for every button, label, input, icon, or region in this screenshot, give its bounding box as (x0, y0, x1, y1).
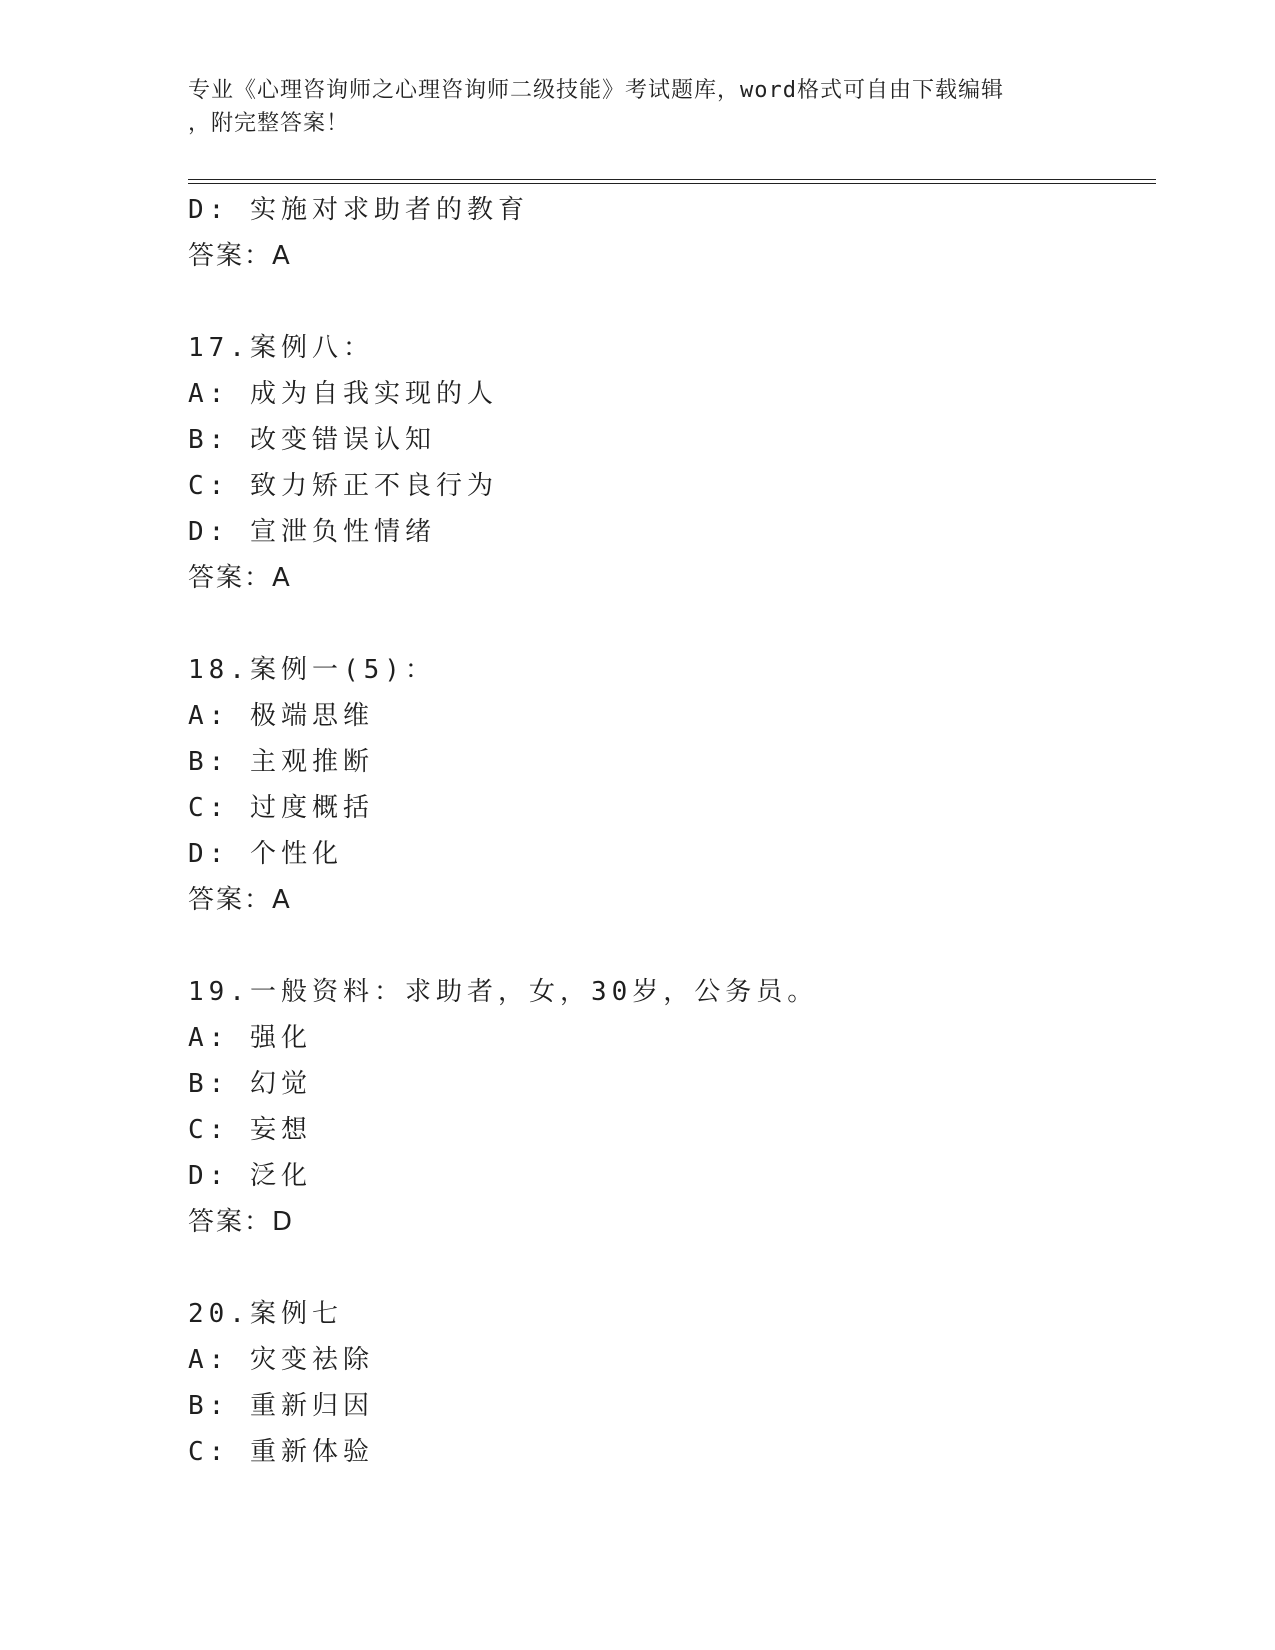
option-c: C: 重新体验 (188, 1437, 374, 1467)
header-divider-top (188, 179, 1156, 180)
option-b: B: 重新归因 (188, 1391, 374, 1421)
spacer (188, 279, 1148, 325)
option-a: A: 成为自我实现的人 (188, 379, 498, 409)
option-c: C: 妄想 (188, 1115, 312, 1145)
option-b: B: 幻觉 (188, 1069, 312, 1099)
answer-line: 答案：A (188, 885, 292, 915)
question-title: 19.一般资料：求助者，女，30岁，公务员。 (188, 977, 819, 1007)
answer-line: 答案：A (188, 241, 292, 271)
option-d: D: 个性化 (188, 839, 343, 869)
question-title: 20.案例七 (188, 1299, 343, 1329)
option-c: C: 致力矫正不良行为 (188, 471, 498, 501)
question-list (188, 187, 1148, 1475)
option-a: A: 灾变祛除 (188, 1345, 374, 1375)
answer-line: 答案：A (188, 563, 292, 593)
header-divider-bottom (188, 183, 1156, 184)
option-d: D: 实施对求助者的教育 (188, 195, 529, 225)
option-a: A: 强化 (188, 1023, 312, 1053)
question-title: 18.案例一(5)： (188, 655, 436, 685)
answer-line: 答案：D (188, 1207, 295, 1237)
header-line-2: ，附完整答案！ (188, 111, 350, 136)
option-a: A: 极端思维 (188, 701, 374, 731)
option-d: D: 宣泄负性情绪 (188, 517, 436, 547)
option-b: B: 改变错误认知 (188, 425, 436, 455)
spacer (188, 1245, 1148, 1291)
option-b: B: 主观推断 (188, 747, 374, 777)
spacer (188, 923, 1148, 969)
header-line-1: 专业《心理咨询师之心理咨询师二级技能》考试题库，word格式可自由下载编辑 (188, 78, 1004, 103)
spacer (188, 601, 1148, 647)
question-title: 17.案例八： (188, 333, 374, 363)
document-header (188, 74, 1068, 140)
option-d: D: 泛化 (188, 1161, 312, 1191)
option-c: C: 过度概括 (188, 793, 374, 823)
